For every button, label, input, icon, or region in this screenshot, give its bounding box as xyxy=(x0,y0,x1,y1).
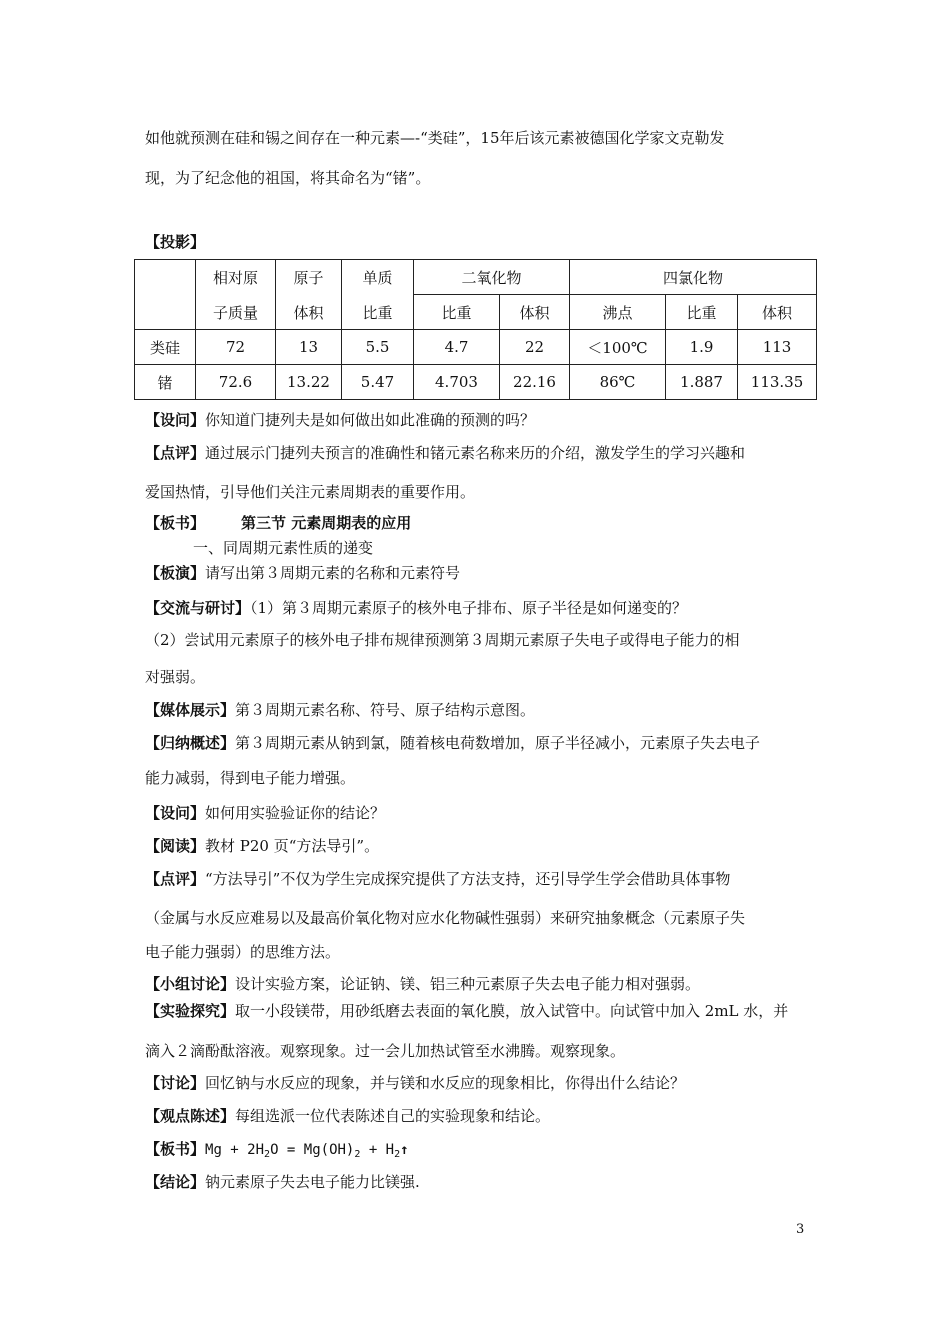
media-display xyxy=(145,700,535,720)
table-cell: 22 xyxy=(500,330,570,365)
comment-2-line-2: （金属与水反应难易以及最高价氧化物对应水化物碱性强弱）来研究抽象概念（元素原子失 xyxy=(145,909,746,927)
table-cell: 113.35 xyxy=(738,365,817,400)
paragraph-text: 第３周期元素从钠到氯，随着核电荷数增加，原子半径减小，元素原子失去电子 xyxy=(235,734,761,752)
section-tag: 【观点陈述】 xyxy=(145,1107,236,1125)
table-cell: 类硅 xyxy=(135,330,196,365)
table-cell: 4.703 xyxy=(414,365,500,400)
exchange-discussion xyxy=(145,598,687,618)
board-exercise xyxy=(145,563,460,583)
table-cell: 5.5 xyxy=(342,330,414,365)
table-cell: 锗 xyxy=(135,365,196,400)
section-tag: 【归纳概述】 xyxy=(145,734,236,752)
table-cell: 72 xyxy=(196,330,276,365)
table-cell: 72.6 xyxy=(196,365,276,400)
experiment xyxy=(145,1001,788,1021)
chemical-equation: $Mg + 2H_2O = Mg(OH)_2$ + $H_2↑$ xyxy=(205,1142,409,1160)
section-tag: 【阅读】 xyxy=(145,837,206,855)
question-1 xyxy=(145,410,535,430)
table-cell: 1.9 xyxy=(666,330,738,365)
table-corner-cell xyxy=(135,260,196,330)
summary xyxy=(145,733,760,753)
paragraph-text: 每组选派一位代表陈述自己的实验现象和结论。 xyxy=(235,1107,551,1125)
question-2 xyxy=(145,803,385,823)
paragraph-text: 你知道门捷列夫是如何做出如此准确的预测的吗？ xyxy=(205,411,536,429)
exchange-item-2: （2）尝试用元素原子的核外电子排布规律预测第３周期元素原子失电子或得电子能力的相 xyxy=(145,631,740,649)
paragraph-text: 通过展示门捷列夫预言的准确性和锗元素名称来历的介绍，激发学生的学习兴趣和 xyxy=(205,444,746,462)
comment-1 xyxy=(145,443,745,463)
page-number: 3 xyxy=(796,1222,805,1237)
header-dioxide: 二氧化物 xyxy=(414,260,570,295)
section-tag: 【设问】 xyxy=(145,804,206,822)
element-comparison-table xyxy=(134,259,817,400)
table-cell: ＜100℃ xyxy=(570,330,666,365)
section-tag: 【小组讨论】 xyxy=(145,975,236,993)
section-tag: 【板书】 xyxy=(145,514,206,532)
table-cell: 13 xyxy=(276,330,342,365)
intro-line-2: 现，为了纪念他的祖国，将其命名为“锗”。 xyxy=(145,169,431,187)
paragraph-text: 如何用实验验证你的结论？ xyxy=(205,804,386,822)
board-subheading: 一、同周期元素性质的递变 xyxy=(193,539,374,557)
group-discussion xyxy=(145,974,700,994)
experiment-continued: 滴入２滴酚酞溶液。观察现象。过一会儿加热试管至水沸腾。观察现象。 xyxy=(145,1042,626,1060)
board-heading xyxy=(145,513,411,533)
conclusion xyxy=(145,1172,420,1192)
paragraph-text: 钠元素原子失去电子能力比镁强. xyxy=(205,1173,420,1191)
section-tag: 【媒体展示】 xyxy=(145,701,236,719)
paragraph-text: （1）第３周期元素原子的核外电子排布、原子半径是如何递变的？ xyxy=(250,599,688,617)
section-tag: 【板演】 xyxy=(145,564,206,582)
intro-line-1: 如他就预测在硅和锡之间存在一种元素—-“类硅”，15年后该元素被德国化学家文克勒发 xyxy=(145,129,725,147)
section-tag: 【设问】 xyxy=(145,411,206,429)
paragraph-text: 回忆钠与水反应的现象，并与镁和水反应的现象相比，你得出什么结论？ xyxy=(205,1074,686,1092)
section-tag: 【结论】 xyxy=(145,1173,206,1191)
header-relative-atomic-mass: 相对原 子质量 xyxy=(196,260,276,330)
section-tag: 【点评】 xyxy=(145,444,206,462)
header-tetrachloride-boiling-point: 沸点 xyxy=(570,295,666,330)
table-cell: 113 xyxy=(738,330,817,365)
table-cell: 86℃ xyxy=(570,365,666,400)
section-title: 第三节 元素周期表的应用 xyxy=(241,514,412,532)
table-row xyxy=(135,365,817,400)
header-tetrachloride-volume: 体积 xyxy=(738,295,817,330)
projection-label: 【投影】 xyxy=(145,233,206,251)
paragraph-text: 教材 P20 页“方法导引”。 xyxy=(205,837,380,855)
board-equation xyxy=(145,1139,409,1165)
comment-1-continued: 爱国热情，引导他们关注元素周期表的重要作用。 xyxy=(145,483,476,501)
table-row xyxy=(135,330,817,365)
section-tag: 【点评】 xyxy=(145,870,206,888)
section-tag: 【板书】 xyxy=(145,1140,206,1158)
table-cell: 5.47 xyxy=(342,365,414,400)
header-dioxide-density: 比重 xyxy=(414,295,500,330)
table-cell: 13.22 xyxy=(276,365,342,400)
paragraph-text: 第３周期元素名称、符号、原子结构示意图。 xyxy=(235,701,536,719)
header-tetrachloride: 四氯化物 xyxy=(570,260,817,295)
section-tag: 【交流与研讨】 xyxy=(145,599,251,617)
table-cell: 1.887 xyxy=(666,365,738,400)
comment-2-line-3: 电子能力强弱）的思维方法。 xyxy=(145,943,341,961)
table-cell: 22.16 xyxy=(500,365,570,400)
paragraph-text: “方法导引”不仅为学生完成探究提供了方法支持，还引导学生学会借助具体事物 xyxy=(205,870,731,888)
exchange-item-2-continued: 对强弱。 xyxy=(145,668,206,686)
discussion xyxy=(145,1073,685,1093)
header-atomic-volume: 原子 体积 xyxy=(276,260,342,330)
section-tag: 【实验探究】 xyxy=(145,1002,236,1020)
table-cell: 4.7 xyxy=(414,330,500,365)
paragraph-text: 请写出第３周期元素的名称和元素符号 xyxy=(205,564,461,582)
paragraph-text: 取一小段镁带，用砂纸磨去表面的氧化膜，放入试管中。向试管中加入 2mL 水，并 xyxy=(235,1002,789,1020)
reading xyxy=(145,836,379,856)
header-element-density: 单质 比重 xyxy=(342,260,414,330)
section-tag: 【讨论】 xyxy=(145,1074,206,1092)
header-tetrachloride-density: 比重 xyxy=(666,295,738,330)
viewpoint-statement xyxy=(145,1106,550,1126)
paragraph-text: 设计实验方案，论证钠、镁、铝三种元素原子失去电子能力相对强弱。 xyxy=(235,975,701,993)
comment-2 xyxy=(145,869,730,889)
header-dioxide-volume: 体积 xyxy=(500,295,570,330)
summary-continued: 能力减弱，得到电子能力增强。 xyxy=(145,769,356,787)
